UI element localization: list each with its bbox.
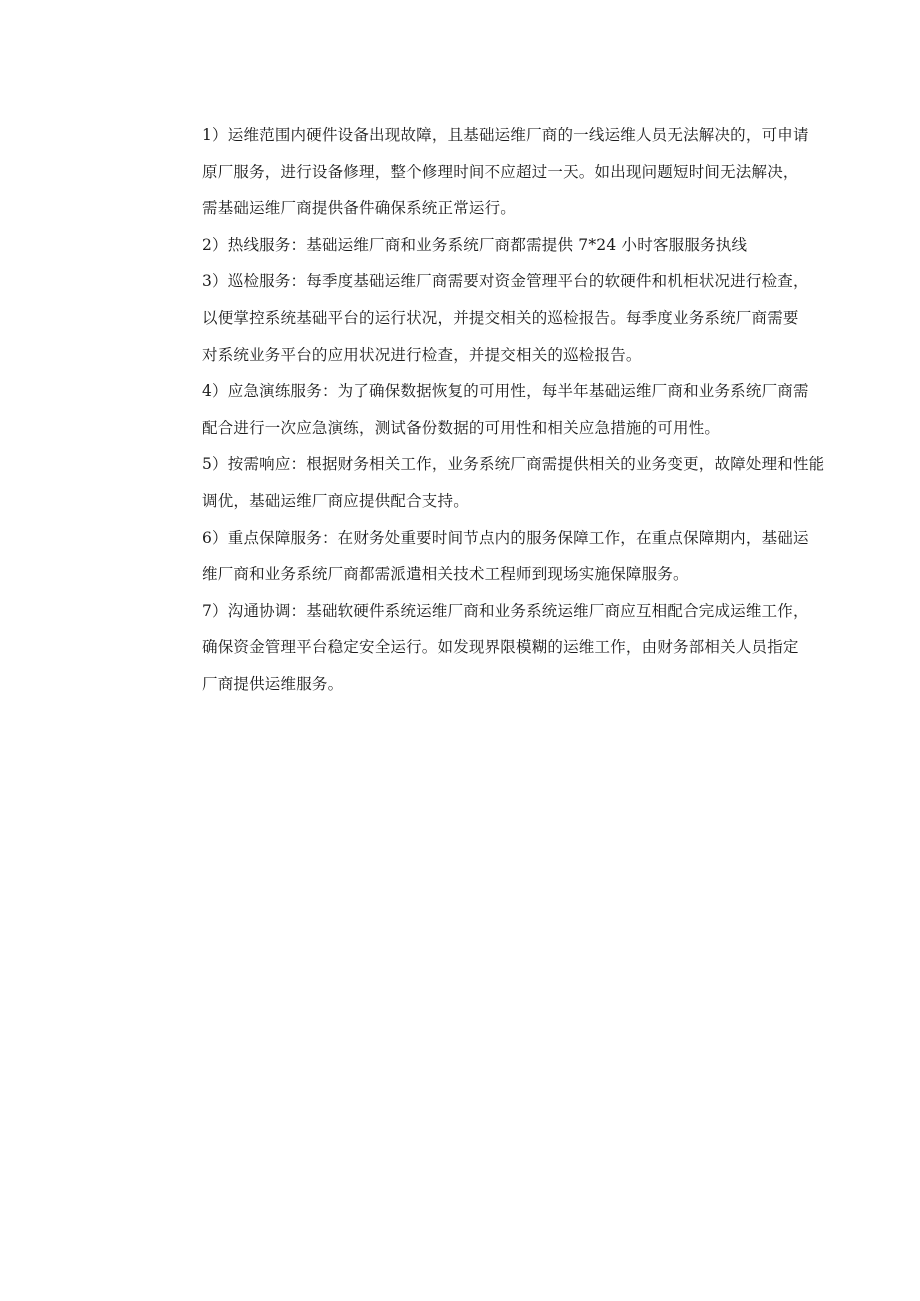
text-line: 以便掌控系统基础平台的运行状况，并提交相关的巡检报告。每季度业务系统厂商需要 <box>202 308 799 327</box>
text-line: 确保资金管理平台稳定安全运行。如发现界限模糊的运维工作，由财务部相关人员指定 <box>202 638 799 657</box>
text-line: 3）巡检服务：每季度基础运维厂商需要对资金管理平台的软硬件和机柜状况进行检查， <box>202 272 809 291</box>
text-line: 配合进行一次应急演练，测试备份数据的可用性和相关应急措施的可用性。 <box>202 418 721 437</box>
text-line: 4）应急演练服务：为了确保数据恢复的可用性，每半年基础运维厂商和业务系统厂商需 <box>202 382 809 401</box>
text-line: 7）沟通协调：基础软硬件系统运维厂商和业务系统运维厂商应互相配合完成运维工作， <box>202 601 809 620</box>
paragraph-hardware-repair <box>202 117 866 227</box>
paragraph-hotline-service <box>202 227 866 264</box>
text-line: 1）运维范围内硬件设备出现故障，且基础运维厂商的一线运维人员无法解决的，可申请 <box>202 126 809 144</box>
paragraph-on-demand-response <box>202 446 866 519</box>
paragraph-emergency-drill <box>202 373 866 446</box>
text-line: 原厂服务，进行设备修理，整个修理时间不应超过一天。如出现问题短时间无法解决， <box>202 162 799 181</box>
document-body <box>202 117 866 703</box>
paragraph-coordination <box>202 593 866 703</box>
text-line: 2）热线服务：基础运维厂商和业务系统厂商都需提供 7*24 小时客服服务执线 <box>202 235 748 254</box>
paragraph-inspection-service <box>202 263 866 373</box>
text-line: 6）重点保障服务：在财务处重要时间节点内的服务保障工作，在重点保障期内，基础运 <box>202 528 809 547</box>
text-line: 需基础运维厂商提供备件确保系统正常运行。 <box>202 199 517 218</box>
text-line: 5）按需响应：根据财务相关工作，业务系统厂商需提供相关的业务变更，故障处理和性能 <box>202 455 825 474</box>
text-line: 维厂商和业务系统厂商都需派遣相关技术工程师到现场实施保障服务。 <box>202 565 689 584</box>
text-line: 对系统业务平台的应用状况进行检查，并提交相关的巡检报告。 <box>202 345 642 364</box>
text-line: 厂商提供运维服务。 <box>202 674 344 693</box>
paragraph-key-support <box>202 520 866 593</box>
text-line: 调优，基础运维厂商应提供配合支持。 <box>202 491 469 510</box>
